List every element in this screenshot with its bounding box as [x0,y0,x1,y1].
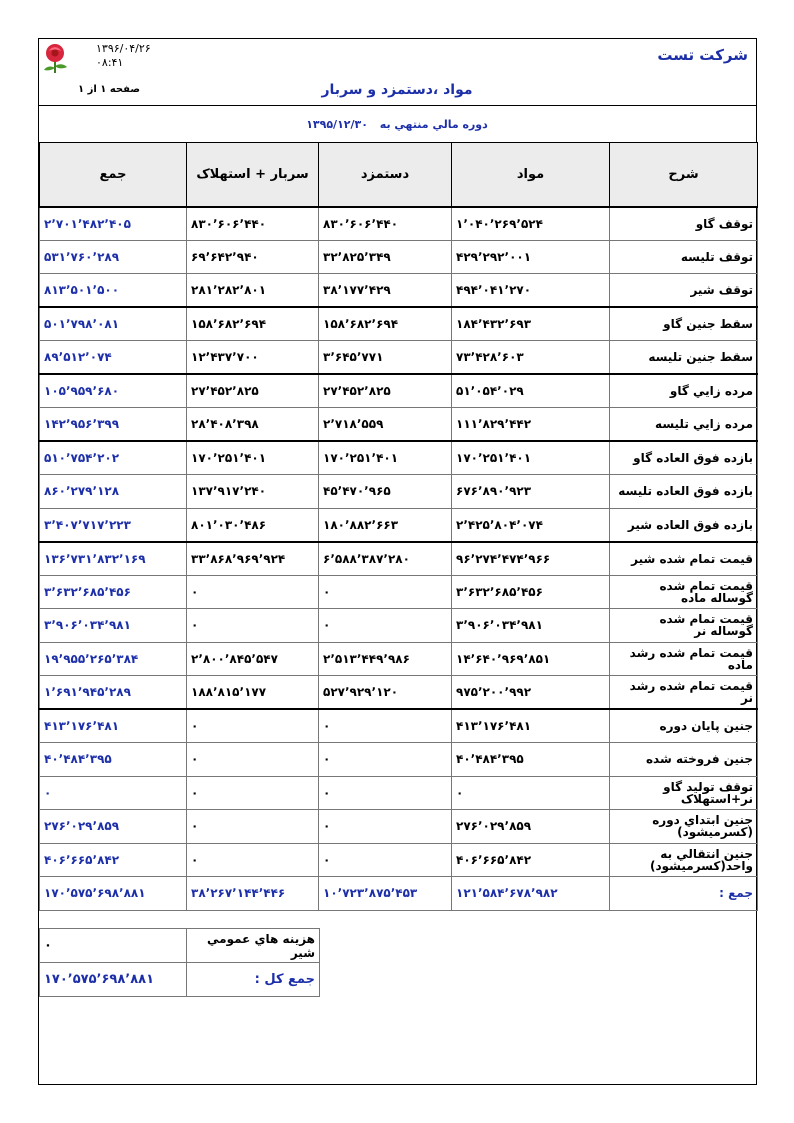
grand-total-value: ۱۷۰٬۵۷۵٬۶۹۸٬۸۸۱ [40,963,187,997]
overhead-cell: ۱۳۷٬۹۱۷٬۲۴۰ [187,475,319,509]
wage-cell: ۰ [319,709,452,743]
materials-cell: ۱۷۰٬۲۵۱٬۴۰۱ [452,441,610,475]
grand-total-label: جمع کل : [187,963,320,997]
row-label: قيمت تمام شده گوساله نر [610,609,758,643]
materials-cell: ۹۷۵٬۲۰۰٬۹۹۲ [452,676,610,710]
table-row [40,408,758,442]
wage-cell: ۲٬۵۱۳٬۴۴۹٬۹۸۶ [319,642,452,676]
col-header-wage: دستمزد [319,143,452,207]
overhead-cell: ۲۷٬۴۵۲٬۸۲۵ [187,374,319,408]
summary-row-overhead [40,929,320,963]
report-date: ۱۳۹۶/۰۴/۲۶ [96,42,151,55]
report-time: ۰۸:۴۱ [96,56,124,69]
table-row [40,508,758,542]
wage-cell: ۱۸۰٬۸۸۲٬۶۶۳ [319,508,452,542]
col-header-materials: مواد [452,143,610,207]
wage-cell: ۲۷٬۴۵۲٬۸۲۵ [319,374,452,408]
materials-cell: ۲۷۶٬۰۲۹٬۸۵۹ [452,810,610,844]
wage-cell: ۳٬۶۴۵٬۷۷۱ [319,341,452,375]
materials-cell: ۵۱٬۰۵۴٬۰۲۹ [452,374,610,408]
table-row [40,341,758,375]
total-cell: ۱٬۶۹۱٬۹۴۵٬۲۸۹ [40,676,187,710]
wage-cell: ۱۷۰٬۲۵۱٬۴۰۱ [319,441,452,475]
table-row [40,307,758,341]
table-row [40,810,758,844]
wage-cell: ۵۲۷٬۹۲۹٬۱۲۰ [319,676,452,710]
materials-cell: ۲٬۴۲۵٬۸۰۴٬۰۷۴ [452,508,610,542]
overhead-cell: ۰ [187,575,319,609]
row-label: مرده زايي گاو [610,374,758,408]
row-label: توقف توليد گاو نر+استهلاک [610,776,758,810]
header-divider [39,105,756,106]
overhead-cell: ۸۳۰٬۶۰۶٬۴۴۰ [187,207,319,241]
sum-materials-cell: ۱۲۱٬۵۸۴٬۶۷۸٬۹۸۲ [452,877,610,911]
overhead-cell: ۲۸٬۴۰۸٬۳۹۸ [187,408,319,442]
wage-cell: ۰ [319,575,452,609]
row-label: توقف شير [610,274,758,308]
wage-cell: ۰ [319,843,452,877]
row-label: جنين فروخته شده [610,743,758,777]
wage-cell: ۱۵۸٬۶۸۲٬۶۹۴ [319,307,452,341]
sum-overhead-cell: ۳۸٬۲۶۷٬۱۴۴٬۴۴۶ [187,877,319,911]
total-cell: ۱۹٬۹۵۵٬۲۶۵٬۳۸۴ [40,642,187,676]
page-total: ۱ [78,84,85,95]
total-cell: ۳٬۶۳۲٬۶۸۵٬۴۵۶ [40,575,187,609]
general-overhead-value: ۰ [40,929,187,963]
report-table [39,142,758,911]
row-label: قيمت تمام شده گوساله ماده [610,575,758,609]
row-label: جنين پايان دوره [610,709,758,743]
materials-cell: ۱۸۴٬۴۳۲٬۶۹۳ [452,307,610,341]
wage-cell: ۰ [319,609,452,643]
col-header-total: جمع [40,143,187,207]
wage-cell: ۳۸٬۱۷۷٬۴۲۹ [319,274,452,308]
report-datetime [96,42,151,70]
total-cell: ۱۳۶٬۷۳۱٬۸۳۲٬۱۶۹ [40,542,187,576]
total-cell: ۵۳۱٬۷۶۰٬۲۸۹ [40,240,187,274]
materials-cell: ۰ [452,776,610,810]
overhead-cell: ۰ [187,743,319,777]
sum-row [40,877,758,911]
report-title: مواد ،دستمزد و سربار [321,82,473,98]
row-label: سقط جنين تليسه [610,341,758,375]
table-row [40,207,758,241]
page-number: ۱ [100,84,107,95]
total-cell: ۲۷۶٬۰۲۹٬۸۵۹ [40,810,187,844]
general-overhead-label: هزينه هاي عمومي شير [187,929,320,963]
sum-total-cell: ۱۷۰٬۵۷۵٬۶۹۸٬۸۸۱ [40,877,187,911]
materials-cell: ۴۰٬۴۸۴٬۳۹۵ [452,743,610,777]
wage-cell: ۰ [319,810,452,844]
col-header-overhead: سربار + استهلاک [187,143,319,207]
table-header-row [40,143,758,207]
overhead-cell: ۲٬۸۰۰٬۸۴۵٬۵۴۷ [187,642,319,676]
table-row [40,374,758,408]
report-period [0,118,794,131]
materials-cell: ۹۶٬۲۷۴٬۴۷۴٬۹۶۶ [452,542,610,576]
materials-cell: ۱۴٬۶۴۰٬۹۶۹٬۸۵۱ [452,642,610,676]
total-cell: ۳٬۹۰۶٬۰۳۴٬۹۸۱ [40,609,187,643]
row-label: قيمت تمام شده رشد نر [610,676,758,710]
total-cell: ۱۴۲٬۹۵۶٬۳۹۹ [40,408,187,442]
materials-cell: ۷۳٬۴۲۸٬۶۰۳ [452,341,610,375]
table-row [40,843,758,877]
table-row [40,642,758,676]
table-row [40,609,758,643]
table-row [40,475,758,509]
total-cell: ۸۶۰٬۲۷۹٬۱۲۸ [40,475,187,509]
total-cell: ۱۰۵٬۹۵۹٬۶۸۰ [40,374,187,408]
row-label: قيمت تمام شده رشد ماده [610,642,758,676]
overhead-cell: ۱۷۰٬۲۵۱٬۴۰۱ [187,441,319,475]
overhead-cell: ۰ [187,843,319,877]
total-cell: ۴۰۶٬۶۶۵٬۸۴۲ [40,843,187,877]
table-row [40,776,758,810]
sum-wage-cell: ۱۰٬۷۲۳٬۸۷۵٬۴۵۳ [319,877,452,911]
row-label: قيمت تمام شده شير [610,542,758,576]
materials-cell: ۶۷۶٬۸۹۰٬۹۲۳ [452,475,610,509]
table-row [40,441,758,475]
sum-label: جمع : [610,877,758,911]
wage-cell: ۰ [319,743,452,777]
overhead-cell: ۰ [187,810,319,844]
row-label: توقف گاو [610,207,758,241]
row-label: بازده فوق العاده گاو [610,441,758,475]
row-label: توقف تليسه [610,240,758,274]
row-label: جنين انتقالي به واحد(کسرميشود) [610,843,758,877]
wage-cell: ۳۲٬۸۲۵٬۳۴۹ [319,240,452,274]
total-cell: ۵۱۰٬۷۵۴٬۲۰۲ [40,441,187,475]
table-row [40,274,758,308]
company-name: شرکت تست [657,46,748,64]
materials-cell: ۴۲۹٬۲۹۲٬۰۰۱ [452,240,610,274]
materials-cell: ۴۹۴٬۰۴۱٬۲۷۰ [452,274,610,308]
row-label: مرده زايي تليسه [610,408,758,442]
materials-cell: ۳٬۶۳۲٬۶۸۵٬۴۵۶ [452,575,610,609]
overhead-cell: ۲۸۱٬۲۸۲٬۸۰۱ [187,274,319,308]
col-header-description: شرح [610,143,758,207]
overhead-cell: ۶۹٬۶۴۲٬۹۴۰ [187,240,319,274]
table-row [40,709,758,743]
overhead-cell: ۰ [187,776,319,810]
period-label: دوره مالي منتهي به [379,118,488,131]
table-row [40,240,758,274]
overhead-cell: ۰ [187,709,319,743]
wage-cell: ۲٬۷۱۸٬۵۵۹ [319,408,452,442]
row-label: جنين ابتداي دوره (کسرميشود) [610,810,758,844]
materials-cell: ۱٬۰۴۰٬۲۶۹٬۵۲۴ [452,207,610,241]
total-cell: ۸۱۳٬۵۰۱٬۵۰۰ [40,274,187,308]
table-row [40,542,758,576]
table-row [40,743,758,777]
wage-cell: ۶٬۵۸۸٬۳۸۷٬۲۸۰ [319,542,452,576]
table-row [40,575,758,609]
materials-cell: ۱۱۱٬۸۲۹٬۴۴۲ [452,408,610,442]
table-row [40,676,758,710]
wage-cell: ۸۳۰٬۶۰۶٬۴۴۰ [319,207,452,241]
overhead-cell: ۸۰۱٬۰۳۰٬۴۸۶ [187,508,319,542]
row-label: سقط جنين گاو [610,307,758,341]
row-label: بازده فوق العاده تليسه [610,475,758,509]
total-cell: ۴۰٬۴۸۴٬۳۹۵ [40,743,187,777]
total-cell: ۵۰۱٬۷۹۸٬۰۸۱ [40,307,187,341]
materials-cell: ۳٬۹۰۶٬۰۳۴٬۹۸۱ [452,609,610,643]
period-date: ۱۳۹۵/۱۲/۳۰ [306,118,368,131]
row-label: بازده فوق العاده شير [610,508,758,542]
materials-cell: ۴۰۶٬۶۶۵٬۸۴۲ [452,843,610,877]
overhead-cell: ۱۵۸٬۶۸۲٬۶۹۴ [187,307,319,341]
total-cell: ۸۹٬۵۱۲٬۰۷۴ [40,341,187,375]
overhead-cell: ۳۳٬۸۶۸٬۹۶۹٬۹۲۴ [187,542,319,576]
overhead-cell: ۰ [187,609,319,643]
wage-cell: ۴۵٬۴۷۰٬۹۶۵ [319,475,452,509]
total-cell: ۰ [40,776,187,810]
rose-flower-icon [40,42,70,74]
overhead-cell: ۱۲٬۴۳۷٬۷۰۰ [187,341,319,375]
summary-row-grand-total [40,963,320,997]
overhead-cell: ۱۸۸٬۸۱۵٬۱۷۷ [187,676,319,710]
materials-cell: ۴۱۳٬۱۷۶٬۴۸۱ [452,709,610,743]
summary-table [39,928,320,997]
total-cell: ۴۱۳٬۱۷۶٬۴۸۱ [40,709,187,743]
page-of: از [87,84,97,95]
total-cell: ۳٬۴۰۷٬۷۱۷٬۲۲۳ [40,508,187,542]
page-word: صفحه [109,84,140,95]
total-cell: ۲٬۷۰۱٬۴۸۲٬۴۰۵ [40,207,187,241]
wage-cell: ۰ [319,776,452,810]
